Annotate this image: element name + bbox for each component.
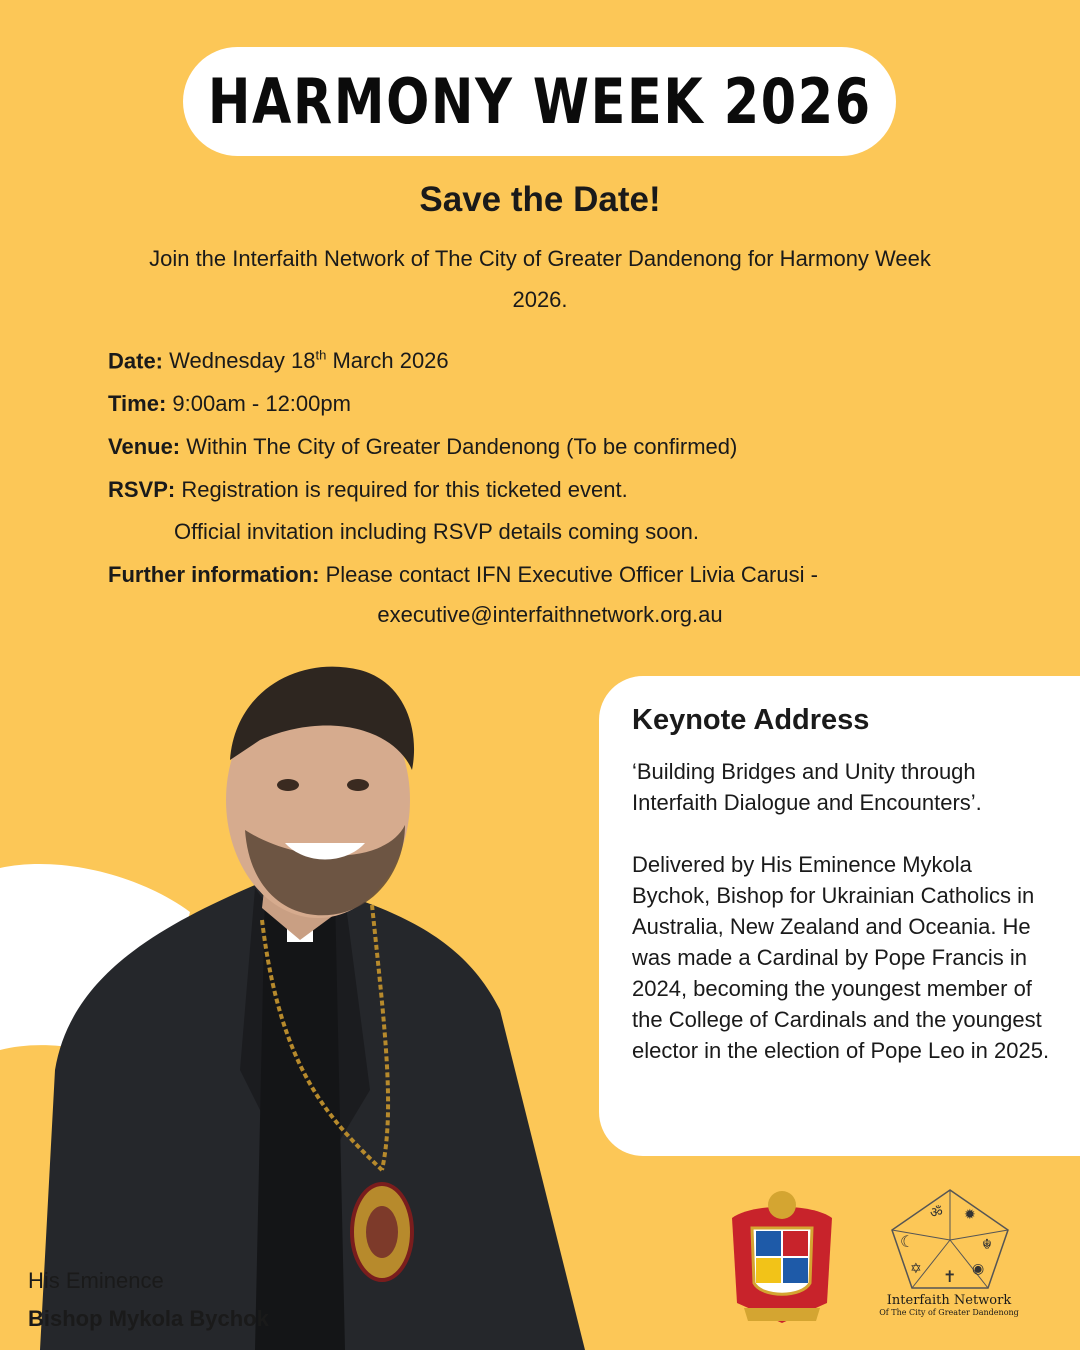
date-label: Date: (108, 348, 164, 374)
contact-email-link[interactable]: executive@interfaithnetwork.org.au (377, 602, 723, 627)
right-eye (347, 779, 369, 791)
om-icon: ॐ (930, 1204, 943, 1220)
keynote-card (599, 676, 1080, 1156)
keynote-body (632, 756, 1052, 1066)
crest-quarter-blue-2 (783, 1258, 808, 1283)
date-value-month: March 2026 (326, 348, 449, 374)
star-of-david-icon: ✡ (910, 1260, 922, 1276)
rsvp-label: RSVP: (108, 477, 176, 502)
eparchy-crest-logo (722, 1183, 842, 1333)
keynote-title: Keynote Address (632, 704, 870, 736)
photo-caption (28, 1262, 269, 1338)
crescent-icon: ☾ (900, 1234, 915, 1251)
left-eye (277, 779, 299, 791)
rsvp-row (108, 477, 628, 503)
keynote-topic: ‘Building Bridges and Unity through Interfaith Dialogue and Encounters’. (632, 759, 982, 815)
interfaith-network-logo (880, 1185, 1020, 1345)
info-row (108, 562, 818, 588)
khanda-icon: ☬ (982, 1236, 992, 1252)
keynote-bio: Delivered by His Eminence Mykola Bychok, Bishop for Ukrainian Catholics in Australia, New Zealand and Oceania. He was made a Cardinal by Pope Francis in 2024, becoming the youngest member of the College of Cardinals and the youngest elector in the election of Pope Leo in 2025. (632, 852, 1050, 1063)
caption-name: Bishop Mykola Bychok (28, 1306, 269, 1331)
caption-honorific: His Eminence (28, 1268, 164, 1293)
date-value (169, 348, 449, 373)
bishop-photo (0, 650, 600, 1350)
title-banner (183, 47, 896, 156)
info-label: Further information: (108, 562, 320, 587)
ifn-logo-text (868, 1293, 1030, 1317)
rsvp-note: Official invitation including RSVP details coming soon. (174, 519, 700, 544)
crest-quarter-red (783, 1231, 808, 1256)
sun-symbol-icon: ✹ (964, 1206, 976, 1222)
venue-value: Within The City of Greater Dandenong (To be confirmed) (186, 434, 738, 459)
crest-crown (768, 1191, 796, 1219)
cross-icon: ✝ (943, 1269, 957, 1286)
crest-motto-ribbon (744, 1308, 820, 1321)
dharma-icon: ◉ (972, 1260, 985, 1276)
time-row (108, 391, 351, 417)
time-value: 9:00am - 12:00pm (172, 391, 351, 416)
date-value-day: Wednesday 18 (169, 348, 316, 374)
page-title: HARMONY WEEK 2026 (207, 65, 872, 138)
date-row (108, 348, 449, 374)
rsvp-value: Registration is required for this ticketed event. (181, 477, 628, 502)
save-the-date-heading: Save the Date! (419, 180, 661, 219)
date-value-suffix: th (315, 348, 327, 363)
venue-label: Venue: (108, 434, 181, 459)
crest-quarter-blue (756, 1231, 781, 1256)
crest-quarter-gold (756, 1258, 781, 1283)
ifn-name: Interfaith Network (886, 1293, 1012, 1308)
info-value: Please contact IFN Executive Officer Livia Carusi - (325, 562, 818, 587)
intro-text: Join the Interfaith Network of The City of Greater Dandenong for Harmony Week 2026. (149, 246, 931, 312)
time-label: Time: (108, 391, 167, 416)
ifn-divider-3 (950, 1230, 1008, 1240)
venue-row (108, 434, 737, 460)
pectoral-icon-center (366, 1206, 398, 1258)
ifn-subtitle: Of The City of Greater Dandenong (879, 1308, 1019, 1317)
